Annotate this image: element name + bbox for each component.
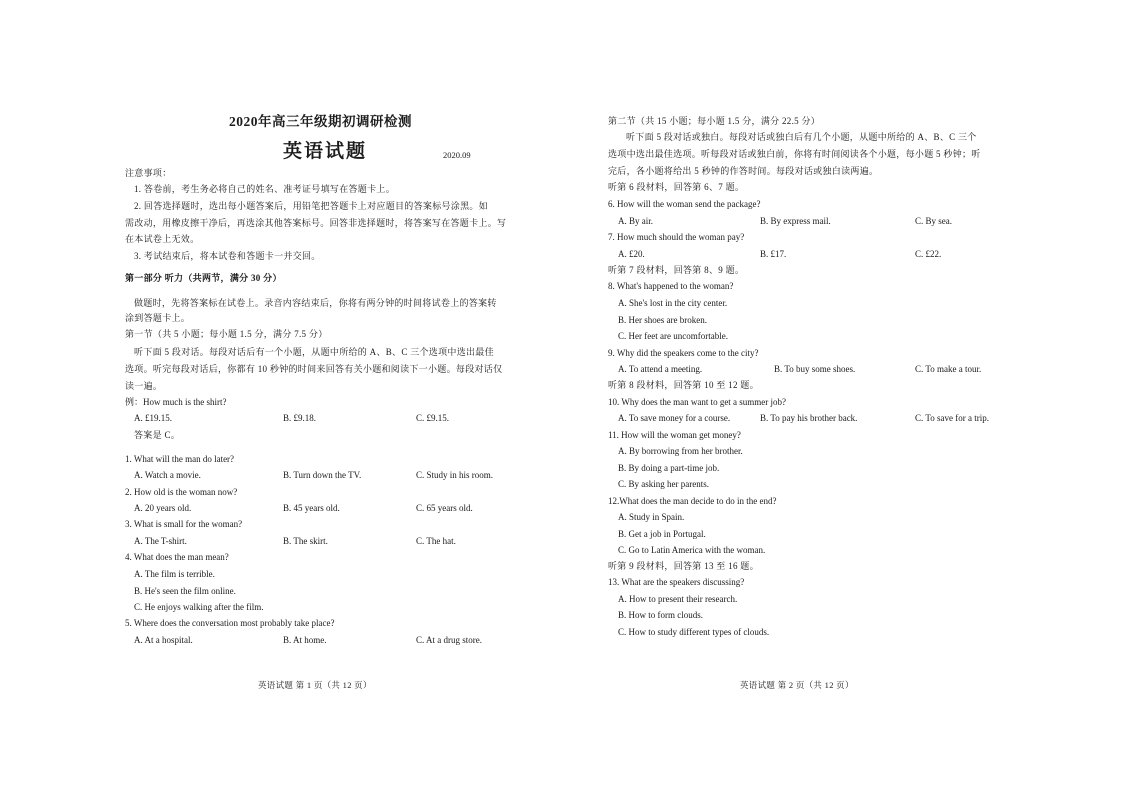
option-a: A. At a hospital. xyxy=(134,635,193,645)
group-label: 听第 8 段材料，回答第 10 至 12 题。 xyxy=(608,380,759,390)
section2-intro-line: 选项中选出最佳选项。听每段对话或独白前，你将有时间阅读各个小题，每小题 5 秒钟；听 xyxy=(608,149,981,159)
section1-intro-line: 读一遍。 xyxy=(125,381,163,391)
question: 11. How will the woman get money? xyxy=(608,430,741,440)
example-option-b: B. £9.18. xyxy=(283,413,317,423)
option-c: C. Study in his room. xyxy=(416,470,494,480)
note-line: 1. 答卷前，考生务必将自己的姓名、准考证号填写在答题卡上。 xyxy=(134,184,396,194)
note-line: 3. 考试结束后，将本试卷和答题卡一并交回。 xyxy=(134,251,321,261)
option-b: B. The skirt. xyxy=(283,536,328,546)
option-c: C. 65 years old. xyxy=(416,503,473,513)
page-footer: 英语试题 第 2 页（共 12 页） xyxy=(740,680,854,690)
example-question: 例：How much is the shirt? xyxy=(125,397,227,407)
part-intro-line: 做题时，先将答案标在试卷上。录音内容结束后，你将有两分钟的时间将试卷上的答案转 xyxy=(134,298,497,308)
group-label: 听第 9 段材料，回答第 13 至 16 题。 xyxy=(608,561,759,571)
option-c: C. To save for a trip. xyxy=(915,413,989,423)
question: 13. What are the speakers discussing? xyxy=(608,577,745,587)
section1-intro-line: 选项。听完每段对话后，你都有 10 秒钟的时间来回答有关小题和阅读下一小题。每段对话仅 xyxy=(125,364,503,374)
option-c: C. To make a tour. xyxy=(915,364,982,374)
option-c: C. At a drug store. xyxy=(416,635,482,645)
option-c: C. The hat. xyxy=(416,536,456,546)
example-answer: 答案是 C。 xyxy=(134,430,181,440)
option-a: A. To attend a meeting. xyxy=(618,364,703,374)
option-b: B. By doing a part-time job. xyxy=(618,463,720,473)
option-b: B. Turn down the TV. xyxy=(283,470,362,480)
option-b: B. Her shoes are broken. xyxy=(618,315,707,325)
option-c: C. By sea. xyxy=(915,216,952,226)
section2-heading: 第二节（共 15 小题；每小题 1.5 分，满分 22.5 分） xyxy=(608,116,821,126)
notes-heading: 注意事项： xyxy=(125,168,172,178)
section1-intro-line: 听下面 5 段对话。每段对话后有一个小题，从题中所给的 A、B、C 三个选项中选出最佳 xyxy=(134,347,494,357)
option-a: A. By air. xyxy=(618,216,653,226)
option-b: B. By express mail. xyxy=(760,216,831,226)
question: 10. Why does the man want to get a summer job? xyxy=(608,397,787,407)
question: 1. What will the man do later? xyxy=(125,454,235,464)
option-b: B. He's seen the film online. xyxy=(134,586,236,596)
option-b: B. To buy some shoes. xyxy=(774,364,856,374)
question: 5. Where does the conversation most probably take place? xyxy=(125,618,335,628)
option-a: A. Study in Spain. xyxy=(618,512,685,522)
group-label: 听第 7 段材料，回答第 8、9 题。 xyxy=(608,265,745,275)
option-b: B. How to form clouds. xyxy=(618,610,703,620)
example-option-a: A. £19.15. xyxy=(134,413,172,423)
option-b: B. To pay his brother back. xyxy=(760,413,858,423)
part-intro-line: 涂到答题卡上。 xyxy=(125,313,191,323)
option-c: C. Go to Latin America with the woman. xyxy=(618,545,766,555)
example-option-c: C. £9.15. xyxy=(416,413,450,423)
note-line: 在本试卷上无效。 xyxy=(125,234,200,244)
option-a: A. The film is terrible. xyxy=(134,569,215,579)
question: 7. How much should the woman pay? xyxy=(608,232,745,242)
exam-title-line1: 2020年高三年级期初调研检测 xyxy=(229,114,412,129)
note-line: 需改动，用橡皮擦干净后，再选涂其他答案标号。回答非选择题时，将答案写在答题卡上。写 xyxy=(125,218,507,228)
right-page xyxy=(560,0,1123,794)
question: 2. How old is the woman now? xyxy=(125,487,238,497)
option-c: C. He enjoys walking after the film. xyxy=(134,602,264,612)
option-c: C. How to study different types of clouds. xyxy=(618,627,770,637)
option-b: B. £17. xyxy=(760,249,787,259)
question: 3. What is small for the woman? xyxy=(125,519,243,529)
question: 4. What does the man mean? xyxy=(125,552,229,562)
exam-date: 2020.09 xyxy=(443,150,471,160)
option-a: A. To save money for a course. xyxy=(618,413,731,423)
option-a: A. By borrowing from her brother. xyxy=(618,446,743,456)
option-b: B. At home. xyxy=(283,635,327,645)
exam-title: 英语试题 xyxy=(283,141,368,162)
option-b: B. 45 years old. xyxy=(283,503,340,513)
option-b: B. Get a job in Portugal. xyxy=(618,529,706,539)
note-line: 2. 回答选择题时，选出每小题答案后，用铅笔把答题卡上对应题目的答案标号涂黑。如 xyxy=(134,201,489,211)
option-a: A. £20. xyxy=(618,249,645,259)
option-a: A. She's lost in the city center. xyxy=(618,298,728,308)
option-c: C. Her feet are uncomfortable. xyxy=(618,331,728,341)
option-a: A. 20 years old. xyxy=(134,503,192,513)
section2-intro-line: 听下面 5 段对话或独白。每段对话或独白后有几个小题，从题中所给的 A、B、C 三个 xyxy=(626,132,977,142)
option-a: A. Watch a movie. xyxy=(134,470,201,480)
section1-heading: 第一节（共 5 小题；每小题 1.5 分，满分 7.5 分） xyxy=(125,329,328,339)
option-a: A. The T-shirt. xyxy=(134,536,187,546)
left-page xyxy=(0,0,560,794)
question: 6. How will the woman send the package? xyxy=(608,199,761,209)
option-a: A. How to present their research. xyxy=(618,594,738,604)
group-label: 听第 6 段材料，回答第 6、7 题。 xyxy=(608,182,745,192)
question: 9. Why did the speakers come to the city? xyxy=(608,348,759,358)
question: 12.What does the man decide to do in the end? xyxy=(608,496,777,506)
option-c: C. By asking her parents. xyxy=(618,479,709,489)
page-footer: 英语试题 第 1 页（共 12 页） xyxy=(258,680,372,690)
question: 8. What's happened to the woman? xyxy=(608,281,734,291)
section2-intro-line: 完后，各小题将给出 5 秒钟的作答时间。每段对话或独白读两遍。 xyxy=(608,166,879,176)
option-c: C. £22. xyxy=(915,249,942,259)
part-heading: 第一部分 听力（共两节，满分 30 分） xyxy=(125,273,282,283)
